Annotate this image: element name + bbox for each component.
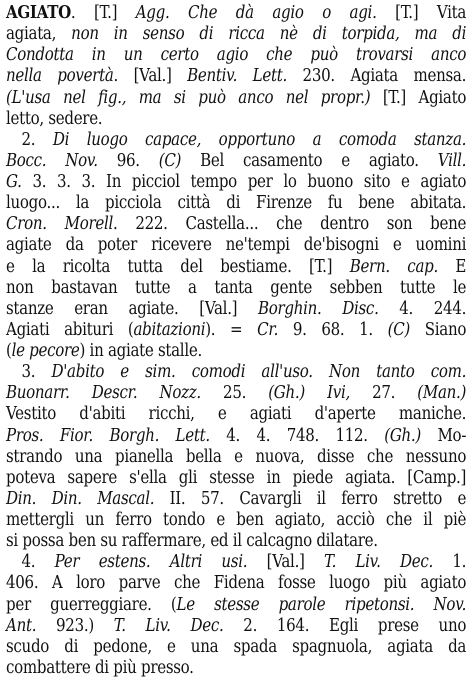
entry-text: mettergli un ferro tondo e ben agiato, acciò che il piè xyxy=(6,510,467,530)
entry-text: Vestito d'abiti ricchi, e agiati d'aperte maniche. xyxy=(6,404,467,425)
entry-italic-text: T. Liv. Dec. xyxy=(324,552,433,573)
entry-line xyxy=(6,658,466,679)
entry-text: 96. xyxy=(97,150,159,171)
entry-text: [T.] Vita xyxy=(376,3,467,23)
entry-italic-text: (C) xyxy=(387,319,410,340)
entry-line xyxy=(6,362,466,383)
entry-text: 4. xyxy=(21,552,55,573)
entry-italic-text: Per estens. Altri usi. xyxy=(54,552,248,573)
entry-text: 923.) xyxy=(36,615,114,636)
entry-italic-text: Di luogo capace, opportuno a comoda stanza. xyxy=(52,129,467,150)
entry-text: . [Val.] xyxy=(113,66,188,87)
entry-text: 27. xyxy=(349,383,418,404)
entry-text: letto, sedere. xyxy=(6,108,103,129)
entry-line xyxy=(6,573,466,594)
entry-line xyxy=(6,320,466,341)
entry-italic-text: Bentiv. Lett. xyxy=(187,66,287,87)
entry-text: agiata, xyxy=(6,24,72,45)
entry-line xyxy=(6,193,466,214)
entry-text: 25. xyxy=(200,383,269,404)
entry-line xyxy=(6,447,466,468)
entry-italic-text: (L'usa nel fig., ma si può anco nel propr.) xyxy=(6,87,371,108)
entry-text: [T.] Agiato xyxy=(370,87,467,108)
entry-italic-text: (Gh.) Ivi, xyxy=(268,383,350,404)
entry-text: 406. A loro parve che Fidena fosse luogo più agiato xyxy=(6,573,467,594)
entry-line xyxy=(6,595,466,616)
entry-text: 4. 244. xyxy=(378,298,467,319)
entry-line xyxy=(6,616,466,637)
entry-italic-text: abitazioni xyxy=(133,319,206,340)
entry-italic-text: Din. Din. Mascal. xyxy=(6,488,155,509)
entry-line xyxy=(6,299,466,320)
entry-text: per guerreggiare. ( xyxy=(6,594,177,615)
entry-text: 230. Agiata mensa. xyxy=(286,66,467,87)
entry-line xyxy=(6,510,466,531)
entry-italic-text: Le stesse parole ripetonsi. Nov. xyxy=(176,594,467,615)
entry-text: luogo... la picciola città di Firenze fu bene abitata. xyxy=(6,193,467,214)
entry-text: poteva sapere s'ella gli stesse in piede agiata. [Camp.] xyxy=(6,467,467,488)
entry-line xyxy=(6,468,466,489)
entry-line xyxy=(6,130,466,151)
entry-text: 4. 4. 748. 112. xyxy=(209,425,385,446)
entry-line xyxy=(6,88,466,109)
entry-italic-text: Ant. xyxy=(6,615,37,636)
entry-line xyxy=(6,341,466,362)
entry-italic-text: Agg. Che dà agio o agi. xyxy=(135,3,377,23)
entry-italic-text: Borghin. Disc. xyxy=(257,298,379,319)
entry-line xyxy=(6,24,466,45)
entry-text: 222. Castella... che dentro son bene xyxy=(117,214,467,235)
entry-text: si possa ben su raffermare, ed il calcagno dilatare. xyxy=(6,531,378,552)
entry-italic-text: Condotta in un certo agio che può trovarsi anco xyxy=(6,45,467,66)
entry-italic-text: Cr. xyxy=(257,319,279,340)
entry-line xyxy=(6,404,466,425)
entry-text: 3. xyxy=(21,362,52,383)
entry-italic-text: T. Liv. Dec. xyxy=(113,615,224,636)
entry-text: 9. 68. 1. xyxy=(278,319,388,340)
entry-italic-text: (Gh.) xyxy=(384,425,421,446)
entry-line xyxy=(6,278,466,299)
entry-line xyxy=(6,109,466,130)
entry-text: . [T.] xyxy=(70,3,136,23)
entry-line xyxy=(6,531,466,552)
entry-line xyxy=(6,257,466,278)
entry-line xyxy=(6,66,466,87)
entry-line xyxy=(6,552,466,573)
entry-italic-text: non in senso di ricca nè di torpida, ma di xyxy=(71,24,467,45)
entry-text: II. 57. Cavargli il ferro stretto e xyxy=(154,488,467,509)
entry-text: strando una pianella bella e nuova, disse che nessuno xyxy=(6,446,467,467)
entry-italic-text: nella povertà xyxy=(6,66,114,87)
entry-text: 1. xyxy=(432,552,467,573)
entry-italic-text: Buonarr. Descr. Nozz. xyxy=(6,383,201,404)
entry-italic-text: Pros. Fior. Borgh. Lett. xyxy=(6,425,210,446)
entry-text: ( xyxy=(6,341,12,361)
entry-text: scudo di pedone, e una spada spagnuola, agiata da xyxy=(6,636,467,657)
entry-line xyxy=(6,151,466,172)
entry-italic-text: Vill. xyxy=(437,150,467,171)
entry-text: 2. xyxy=(21,129,53,150)
entry-text: stanze eran agiate. [Val.] xyxy=(6,298,258,319)
entry-line xyxy=(6,45,466,66)
entry-text: agiate da poter ricevere ne'tempi de'bisogni e uomini xyxy=(6,235,467,256)
entry-text: ) in agiate stalle. xyxy=(79,341,202,361)
entry-text: [Val.] xyxy=(247,552,325,573)
entry-italic-text: Cron. Morell. xyxy=(6,214,118,235)
entry-italic-text: le pecore xyxy=(11,341,80,361)
entry-line xyxy=(6,383,466,404)
entry-italic-text: G. xyxy=(6,172,22,192)
entry-line xyxy=(6,214,466,235)
entry-italic-text: Bern. cap. xyxy=(349,256,438,277)
entry-text: 2. 164. Egli prese uno xyxy=(223,615,467,636)
entry-line xyxy=(6,637,466,658)
entry-text: Mo- xyxy=(420,425,467,446)
entry-line xyxy=(6,489,466,510)
entry-italic-text: Bocc. Nov. xyxy=(6,150,98,171)
entry-text: Siano xyxy=(409,319,467,340)
entry-text: non bastavan tutte a tanta gente sebben tutte le xyxy=(6,277,467,298)
entry-line xyxy=(6,172,466,193)
entry-text: Bel casamento e agiato. xyxy=(181,150,438,171)
entry-line xyxy=(6,235,466,256)
entry-text: E xyxy=(437,256,467,277)
entry-italic-text: (C) xyxy=(158,150,182,171)
entry-text: Agiati abituri ( xyxy=(6,319,134,340)
entry-text: 3. 3. 3. In picciol tempo per lo buono sito e agiato xyxy=(21,172,467,192)
entry-line xyxy=(6,426,466,447)
entry-text: e la ricolta tutta del bestiame. [T.] xyxy=(6,256,350,277)
entry-text: combattere di più presso. xyxy=(6,657,194,678)
entry-line xyxy=(6,3,466,24)
entry-headword: AGIATO xyxy=(6,3,71,23)
dictionary-entry xyxy=(6,3,466,679)
entry-italic-text: D'abito e sim. comodi all'uso. Non tanto com. xyxy=(51,362,467,383)
entry-text: ). = xyxy=(205,319,258,340)
entry-italic-text: (Man.) xyxy=(417,383,467,404)
